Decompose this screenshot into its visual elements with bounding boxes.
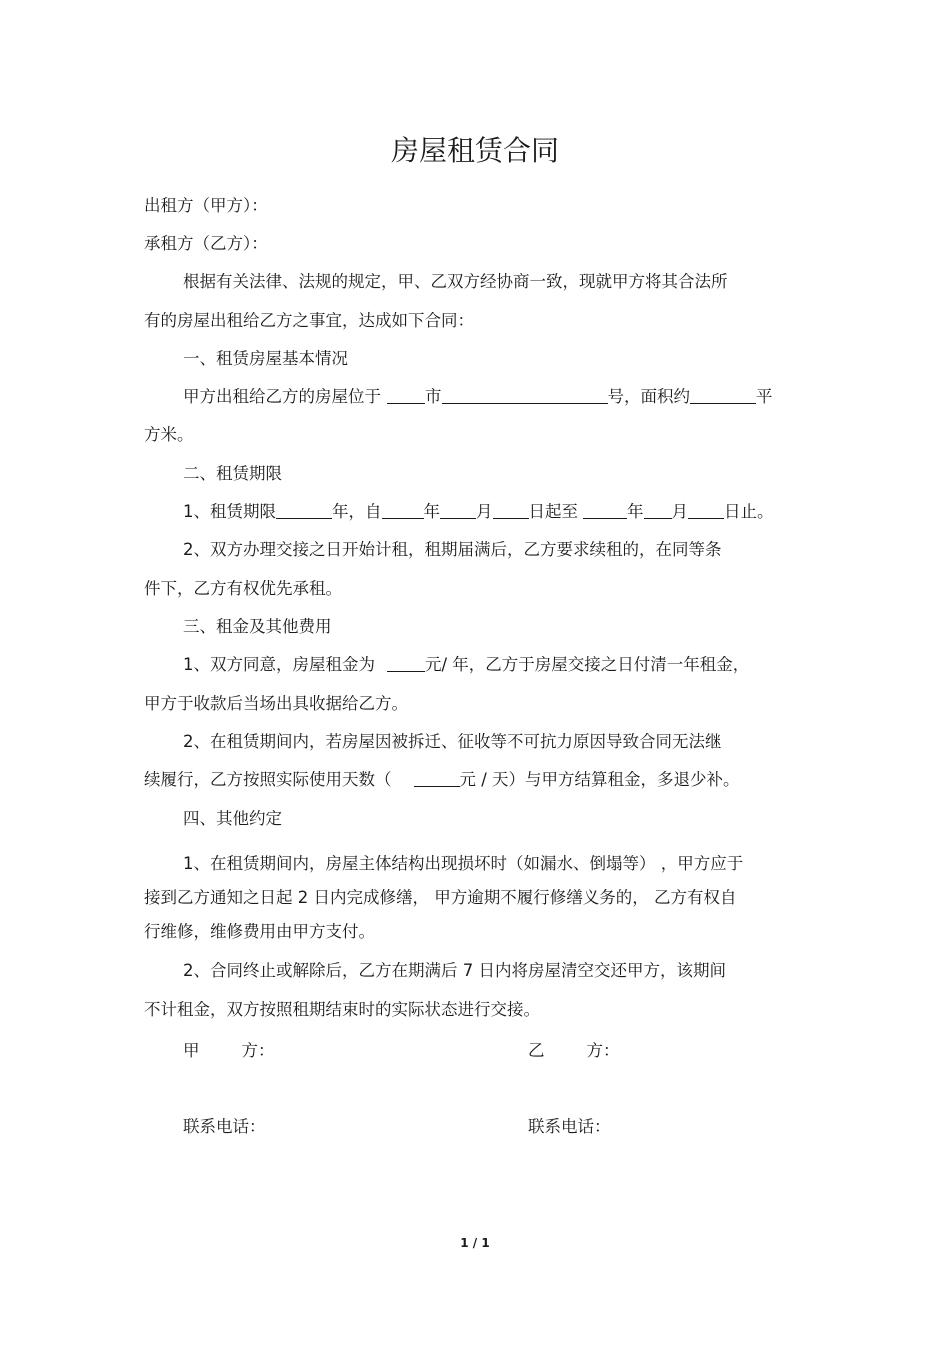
text-span: 年	[627, 502, 644, 521]
section-1-paragraph-end: 方米。	[144, 425, 194, 444]
section-3-item-1-line-1	[183, 654, 749, 676]
section-4-heading: 四、其他约定	[183, 809, 282, 828]
lessee-line: 承租方（乙方）：	[144, 234, 268, 253]
fill-blank	[493, 502, 529, 519]
section-4-item-1-line-2: 接到乙方通知之日起 2 日内完成修缮， 甲方逾期不履行修缮义务的， 乙方有权自	[144, 888, 737, 907]
document-title: 房屋租赁合同	[390, 134, 559, 167]
section-2-item-1	[183, 501, 774, 523]
fill-blank	[382, 502, 424, 519]
text-span: 平	[756, 387, 773, 406]
text-span: 年，自	[332, 502, 382, 521]
section-1-heading: 一、租赁房屋基本情况	[183, 349, 348, 368]
text-span: 月	[476, 502, 493, 521]
phone-party-b: 联系电话：	[528, 1117, 611, 1136]
section-3-item-1-line-2: 甲方于收款后当场出具收据给乙方。	[144, 694, 408, 713]
fill-blank	[276, 502, 332, 519]
text-span: 日止。	[724, 502, 774, 521]
text-span: 日起至	[528, 502, 578, 521]
text-span: 元 / 天）与甲方结算租金，多退少补。	[459, 770, 740, 789]
signature-party-a: 甲 方：	[183, 1041, 275, 1060]
fill-blank	[387, 655, 425, 672]
text-span: 年	[423, 502, 440, 521]
text-span: 甲方出租给乙方的房屋位于	[183, 387, 381, 406]
section-2-heading: 二、租赁期限	[183, 464, 282, 483]
fill-blank	[387, 387, 413, 404]
fill-blank	[413, 387, 425, 404]
fill-blank	[644, 502, 672, 519]
section-1-paragraph	[183, 386, 773, 408]
section-2-item-2-line-2: 件下，乙方有权优先承租。	[144, 579, 342, 598]
fill-blank	[442, 387, 608, 404]
phone-party-a: 联系电话：	[183, 1117, 266, 1136]
text-span: 1、租赁期限	[183, 502, 276, 521]
text-span: 元/ 年，乙方于房屋交接之日付清一年租金，	[425, 655, 750, 674]
fill-blank	[690, 387, 756, 404]
fill-blank	[583, 502, 627, 519]
section-4-item-1-line-1: 1、在租赁期间内，房屋主体结构出现损坏时（如漏水、倒塌等） ，甲方应于	[183, 854, 744, 873]
fill-blank	[440, 502, 476, 519]
section-3-heading: 三、租金及其他费用	[183, 617, 332, 636]
text-span: 续履行，乙方按照实际使用天数（	[144, 770, 392, 789]
signature-party-b: 乙 方：	[528, 1041, 620, 1060]
intro-line-2: 有的房屋出租给乙方之事宜，达成如下合同：	[144, 311, 474, 330]
text-span: 号，面积约	[607, 387, 690, 406]
section-4-item-1-line-3: 行维修，维修费用由甲方支付。	[144, 922, 375, 941]
text-span: 市	[425, 387, 442, 406]
fill-blank	[688, 502, 724, 519]
section-4-item-2-line-2: 不计租金，双方按照租期结束时的实际状态进行交接。	[144, 1000, 540, 1019]
text-span: 1、双方同意，房屋租金为	[183, 655, 375, 674]
intro-line-1: 根据有关法律、法规的规定，甲、乙双方经协商一致，现就甲方将其合法所	[183, 272, 728, 291]
lessor-line: 出租方（甲方）：	[144, 196, 268, 215]
page-number: 1 / 1	[460, 1236, 490, 1250]
fill-blank	[414, 770, 460, 787]
text-span: 月	[671, 502, 688, 521]
section-2-item-2-line-1: 2、双方办理交接之日开始计租，租期届满后，乙方要求续租的，在同等条	[183, 540, 722, 559]
section-3-item-2-line-2	[144, 769, 740, 791]
section-4-item-2-line-1: 2、合同终止或解除后，乙方在期满后 7 日内将房屋清空交还甲方，该期间	[183, 961, 726, 980]
section-3-item-2-line-1: 2、在租赁期间内，若房屋因被拆迁、征收等不可抗力原因导致合同无法继	[183, 732, 722, 751]
